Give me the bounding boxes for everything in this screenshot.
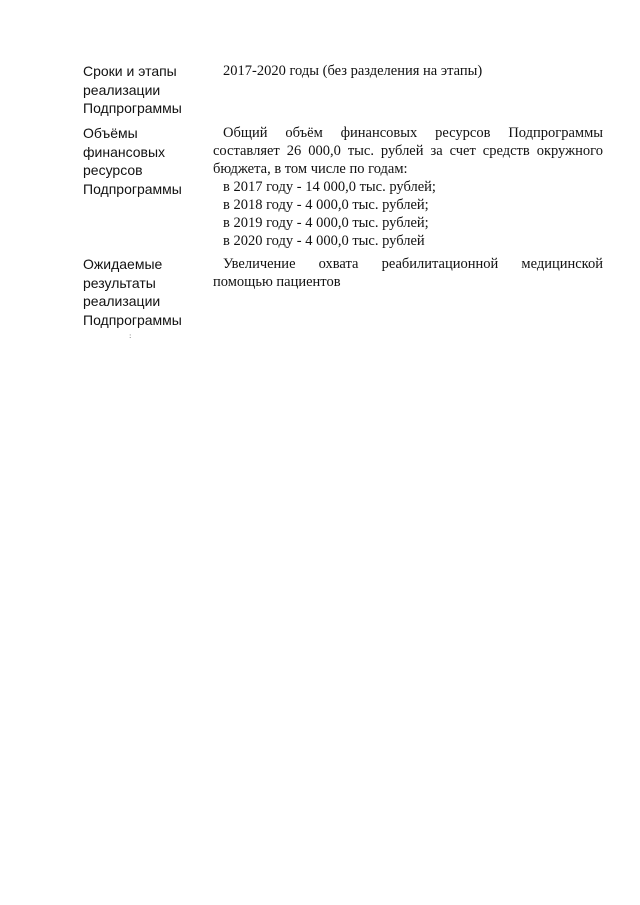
value-text-line: Общий объём финансовых ресурсов Подпрограммы xyxy=(223,125,603,141)
funding-year-line: в 2019 году - 4 000,0 тыс. рублей; xyxy=(223,215,429,231)
row-value xyxy=(213,255,603,291)
label-line: реализации xyxy=(83,81,161,98)
row-value xyxy=(213,124,603,250)
label-line: результаты xyxy=(83,274,156,291)
funding-year-line: в 2017 году - 14 000,0 тыс. рублей; xyxy=(223,179,436,195)
funding-year-line: в 2018 году - 4 000,0 тыс. рублей; xyxy=(223,197,429,213)
row-label xyxy=(83,124,203,198)
label-line: Подпрограммы xyxy=(83,100,182,116)
label-line: Ожидаемые xyxy=(83,256,163,272)
stray-mark: : xyxy=(129,332,132,340)
row-value xyxy=(213,62,603,80)
row-label xyxy=(83,255,203,329)
row-label xyxy=(83,62,203,118)
label-line: ресурсов xyxy=(83,162,143,178)
label-line: Сроки и этапы xyxy=(83,63,177,79)
label-line: финансовых xyxy=(83,143,166,160)
label-line: Подпрограммы xyxy=(83,180,182,197)
value-text: 2017-2020 годы (без разделения на этапы) xyxy=(223,63,483,79)
value-text-line: помощью пациентов xyxy=(213,274,341,290)
funding-year-line: в 2020 году - 4 000,0 тыс. рублей xyxy=(223,233,425,249)
label-line: Подпрограммы xyxy=(83,311,182,328)
label-line: реализации xyxy=(83,293,161,309)
value-text-line: бюджета, в том числе по годам: xyxy=(213,161,408,177)
value-text-line: Увеличение охвата реабилитационной медицинской xyxy=(223,256,603,272)
label-line: Объёмы xyxy=(83,125,138,141)
value-text-line: составляет 26 000,0 тыс. рублей за счет средств окружного xyxy=(213,143,603,159)
